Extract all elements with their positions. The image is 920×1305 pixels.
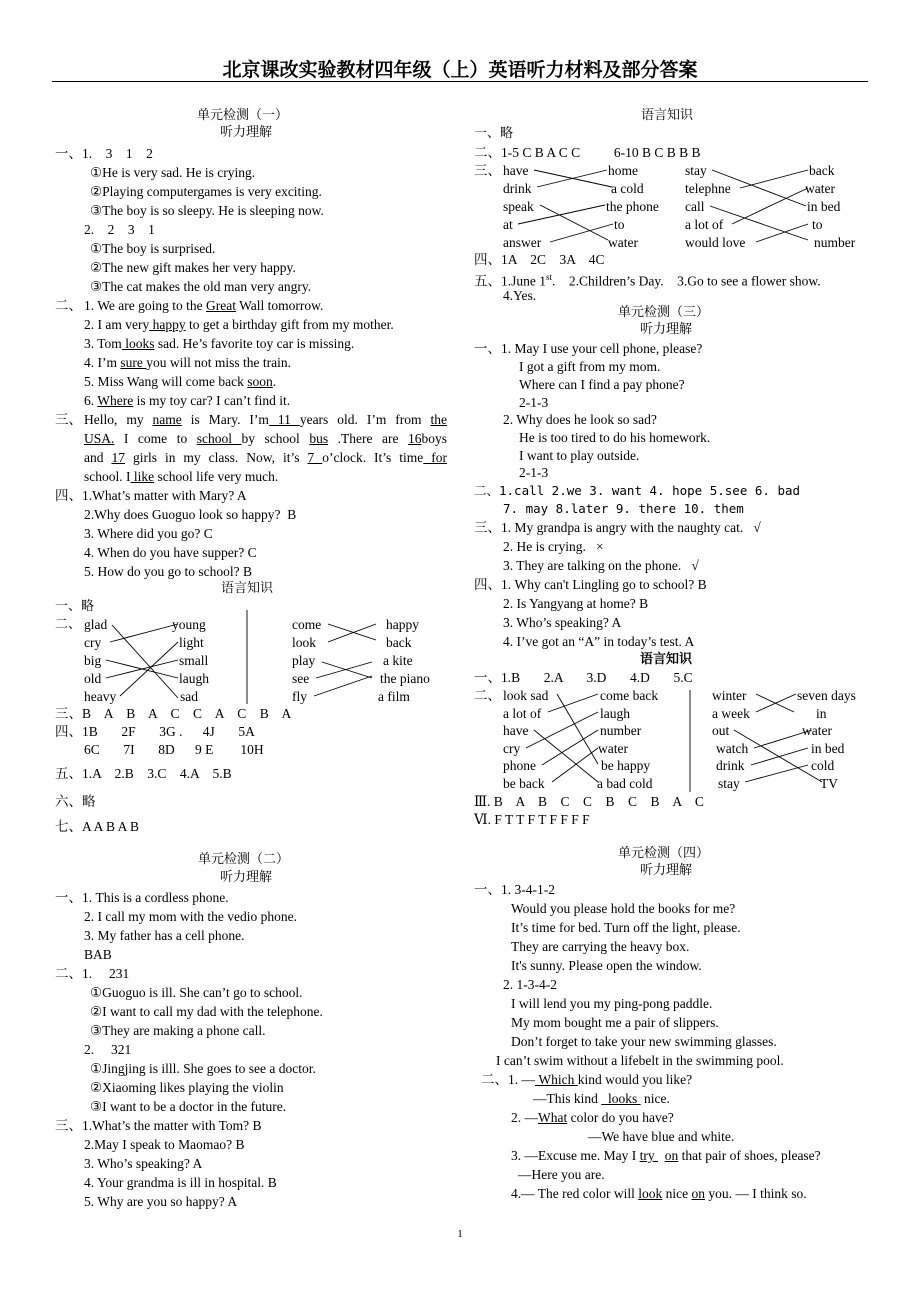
text-line: 7. may 8.later 9. there 10. them [503,501,744,516]
match-word: heavy [84,689,117,704]
match-word: a lot of [503,706,542,721]
match-line [110,624,178,642]
text-line: He is too tired to do his homework. [519,430,711,445]
text-line: 五、1.June 1st. 2.Children’s Day. 3.Go to see a flower show. [474,272,821,289]
text-line: ①Jingjing is illl. She goes to see a doctor. [90,1061,316,1076]
match-word: cold [811,758,835,773]
text-line: 三、B A B A C C A C B A [55,706,292,721]
match-word: come back [600,688,659,703]
text-line: Would you please hold the books for me? [511,901,736,916]
match-line [548,694,598,712]
text-line: Hello, my name is Mary. I’m 11 years old. I’m from the [84,412,448,427]
unit-2-language-heading: 语言知识 [641,108,694,123]
match-word: at [503,217,513,232]
text-line: ③I want to be a doctor in the future. [90,1099,287,1114]
match-word: drink [716,758,745,773]
match-word: a bad cold [597,776,653,791]
unit-4-heading: 单元检测（四） [618,846,710,861]
text-line: 二、1-5 C B A C C 6-10 B C B B B [474,145,701,160]
match-word: would love [685,235,746,250]
text-line: 四、1B 2F 3G . 4J 5A [55,724,255,739]
section-label: 三、 [55,412,82,427]
match-word: be back [503,776,545,791]
match-word: laugh [600,706,630,721]
match-word: water [598,741,628,756]
text-line: 二、1. — Which kind would you like? [481,1072,693,1087]
text-line: —Here you are. [518,1167,605,1182]
text-line: 一、略 [474,126,514,141]
match-word: a week [712,706,750,721]
match-line [112,625,178,698]
match-word: phone [503,758,536,773]
text-line: 一、1. May I use your cell phone, please? [474,341,703,356]
text-line: 二、1. 231 [55,966,130,981]
text-line: 3. —Excuse me. May I try on that pair of shoes, please? [511,1148,821,1163]
text-line: 二、1.call 2.we 3. want 4. hope 5.see 6. bad [474,483,801,498]
match-word: young [172,617,206,632]
text-line: 4. When do you have supper? C [84,545,257,560]
match-word: back [386,635,412,650]
text-line: 七、A A B A B [55,819,140,834]
text-line: 1. We are going to the Great Wall tomorrow. [84,298,324,313]
match-word: seven days [797,688,856,703]
text-line: 2. Is Yangyang at home? B [503,596,649,611]
match-word: be happy [601,758,651,773]
unit-4-listening-heading: 听力理解 [640,863,693,878]
match-word: call [685,199,705,214]
text-line: —We have blue and white. [588,1129,735,1144]
match-word: speak [503,199,534,214]
match-word: old [84,671,102,686]
section-label: 三、 [474,163,501,178]
text-line: 六、略 [55,794,96,809]
match-word: have [503,723,529,738]
unit-3-language-heading: 语言知识 [640,652,693,667]
match-word: look sad [503,688,549,703]
match-line [314,676,372,696]
text-line: 2. 1-3-4-2 [503,977,557,992]
text-line: 一、1. 3-4-1-2 [474,882,555,897]
text-line: 2. I call my mom with the vedio phone. [84,909,297,924]
match-word: have [503,163,529,178]
match-word: number [600,723,642,738]
text-line: It’s time for bed. Turn off the light, please. [511,920,741,935]
text-line: 一、1. 3 1 2 [55,146,153,161]
match-line [732,188,808,224]
text-line: I want to play outside. [519,448,640,463]
text-line: ①Guoguo is ill. She can’t go to school. [90,985,303,1000]
text-line: 三、1. My grandpa is angry with the naughty cat. √ [474,520,761,535]
text-line: ②Xiaoming likes playing the violin [90,1080,284,1095]
text-line: 2. Why does he look so sad? [503,412,657,427]
page-title: 北京课改实验教材四年级（上）英语听力材料及部分答案 [222,59,698,81]
text-line: 3. Where did you go? C [84,526,213,541]
text-line: 6. Where is my toy car? I can’t find it. [84,393,291,408]
text-line: They are carrying the heavy box. [511,939,690,954]
match-word: out [712,723,730,738]
text-line: 一、略 [55,599,95,614]
text-line: Ⅲ. B A B C C B C B A C [474,794,704,809]
text-line: ②I want to call my dad with the telephone. [90,1004,323,1019]
text-line: I got a gift from my mom. [519,359,661,374]
match-word: number [814,235,856,250]
match-word: in [816,706,827,721]
text-line: 6C 7I 8D 9 E 10H [84,742,264,757]
match-line [745,765,808,782]
match-line [534,730,598,782]
text-line: 4.Yes. [503,288,537,303]
text-line: 2-1-3 [519,395,549,410]
text-line: ①The boy is surprised. [90,241,216,256]
text-line: 4. I’m sure you will not miss the train. [84,355,291,370]
match-line [526,712,598,748]
match-word: light [179,635,204,650]
match-word: a cold [611,181,644,196]
text-line: 2-1-3 [519,465,549,480]
text-line: It's sunny. Please open the window. [511,958,702,973]
match-word: the phone [606,199,659,214]
match-word: telephne [685,181,731,196]
unit-1-heading: 单元检测（一） [197,108,289,123]
match-word: look [292,635,317,650]
text-line: 2. I am very happy to get a birthday gift from my mother. [84,317,394,332]
text-line: 一、1. This is a cordless phone. [55,890,229,905]
match-word: small [179,653,209,668]
match-word: TV [820,776,838,791]
text-line: ①He is very sad. He is crying. [90,165,256,180]
match-word: to [614,217,625,232]
text-line: 3. Tom looks sad. He’s favorite toy car is missing. [84,336,355,351]
match-line [754,730,812,748]
match-word: happy [386,617,419,632]
match-word: glad [84,617,108,632]
text-line: 一、1.B 2.A 3.D 4.D 5.C [474,670,693,685]
text-line: 2. —What color do you have? [511,1110,674,1125]
section-label: 二、 [474,688,501,703]
match-word: answer [503,235,542,250]
match-word: to [812,217,823,232]
match-line [734,730,822,782]
section-label: 二、 [55,617,82,632]
match-word: cry [503,741,521,756]
match-line [756,224,808,242]
match-word: the piano [380,671,430,686]
match-word: watch [716,741,749,756]
text-line: ③The boy is so sleepy. He is sleeping now. [90,203,324,218]
match-word: drink [503,181,532,196]
text-line: Where can I find a pay phone? [519,377,685,392]
text-line: 2.Why does Guoguo look so happy? B [84,507,297,522]
text-line: Don’t forget to take your new swimming glasses. [511,1034,777,1049]
text-line: ②Playing computergames is very exciting. [90,184,322,199]
text-line: 3. Who’s speaking? A [503,615,622,630]
text-line: 3. They are talking on the phone. √ [503,558,699,573]
match-word: a kite [383,653,413,668]
text-line: school. I like school life very much. [84,469,279,484]
text-line: 五、1.A 2.B 3.C 4.A 5.B [55,766,232,781]
match-word: in bed [807,199,841,214]
text-line: 2.May I speak to Maomao? B [84,1137,245,1152]
text-line: 2. He is crying. × [503,539,604,554]
text-line: BAB [84,947,112,962]
match-word: a lot of [685,217,724,232]
match-word: winter [712,688,747,703]
text-line: 5. Miss Wang will come back soon. [84,374,277,389]
unit-2-listening-heading: 听力理解 [220,870,273,885]
match-word: a film [378,689,410,704]
text-line: 4. Your grandma is ill in hospital. B [84,1175,277,1190]
match-word: water [805,181,835,196]
unit-1-listening-heading: 听力理解 [220,125,273,140]
match-word: come [292,617,322,632]
match-line [518,205,605,224]
match-word: stay [718,776,740,791]
match-word: sad [180,689,198,704]
text-line: 5. How do you go to school? B [84,564,252,579]
match-word: fly [292,689,307,704]
section-label: 二、 [55,298,82,313]
unit-1-language-heading: 语言知识 [221,581,274,596]
text-line: and 17 girls in my class. Now, it’s 7 o’clock. It’s time for [84,450,448,465]
match-word: back [809,163,835,178]
text-line: I will lend you my ping-pong paddle. [511,996,713,1011]
text-line: 4.— The red color will look nice on you. — I think so. [511,1186,807,1201]
text-line: 3. Who’s speaking? A [84,1156,203,1171]
match-word: cry [84,635,102,650]
text-line: —This kind looks nice. [533,1091,670,1106]
text-line: ②The new gift makes her very happy. [90,260,296,275]
match-word: big [84,653,102,668]
text-line: 三、1.What’s the matter with Tom? B [55,1118,262,1133]
match-word: in bed [811,741,845,756]
match-word: water [802,723,832,738]
match-line [751,748,808,765]
unit-3-heading: 单元检测（三） [618,305,710,320]
text-line: I can’t swim without a lifebelt in the swimming pool. [496,1053,784,1068]
text-line: ③The cat makes the old man very angry. [90,279,312,294]
text-line: 四、1.What’s matter with Mary? A [55,488,247,503]
match-word: home [608,163,638,178]
text-line: 4. I’ve got an “A” in today’s test. A [503,634,695,649]
match-line [740,170,808,188]
text-line: 四、1. Why can't Lingling go to school? B [474,577,707,592]
match-word: play [292,653,316,668]
text-line: USA. I come to school by school bus .There are 16boys [84,431,447,446]
match-word: see [292,671,310,686]
unit-3-listening-heading: 听力理解 [640,322,693,337]
match-line [712,170,806,206]
text-line: 2. 2 3 1 [84,222,155,237]
page-number: 1 [457,1228,463,1240]
text-line: 四、1A 2C 3A 4C [474,252,605,267]
match-word: water [608,235,638,250]
match-word: laugh [179,671,209,686]
text-line: Ⅵ. F T T F T F F F F [474,812,590,827]
text-line: 2. 321 [84,1042,132,1057]
text-line: 5. Why are you so happy? A [84,1194,238,1209]
text-line: ③They are making a phone call. [90,1023,266,1038]
text-line: My mom bought me a pair of slippers. [511,1015,719,1030]
unit-2-heading: 单元检测（二） [198,852,290,867]
match-word: stay [685,163,707,178]
text-line: 3. My father has a cell phone. [84,928,245,943]
